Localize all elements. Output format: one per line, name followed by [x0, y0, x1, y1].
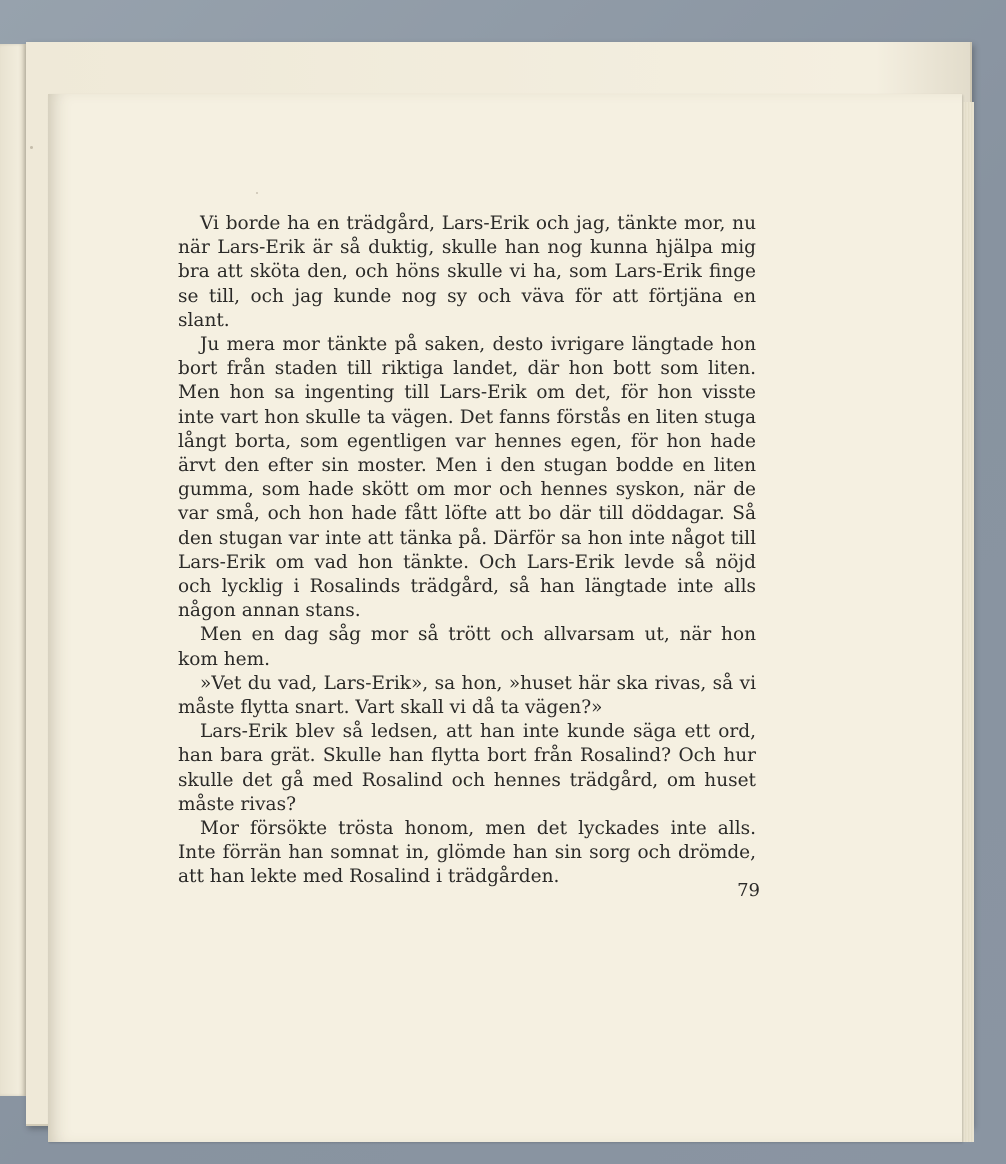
body-text	[178, 212, 756, 890]
facing-page-edge	[0, 44, 26, 1096]
paper-speck	[256, 192, 258, 194]
paragraph: Ju mera mor tänkte på saken, desto ivrigare längtade hon bort från staden till riktiga landet, där hon bott som liten. Men hon sa ingenting till Lars-Erik om det, för hon visste inte vart hon skulle ta vägen. Det fanns förstås en liten stuga långt borta, som egentligen var hennes egen, för hon hade ärvt den efter sin moster. Men i den stugan bodde en liten gumma, som hade skött om mor och hennes syskon, när de var små, och hon hade fått löfte att bo där till döddagar. Så den stugan var inte att tänka på. Därför sa hon inte något till Lars-Erik om vad hon tänkte. Och Lars-Erik levde så nöjd och lycklig i Rosalinds trädgård, så han längtade inte alls någon annan stans.	[178, 334, 756, 622]
page-number: 79	[737, 880, 760, 901]
paragraph: »Vet du vad, Lars-Erik», sa hon, »huset här ska rivas, så vi måste flytta snart. Vart skall vi då ta vägen?»	[178, 672, 756, 719]
paragraph: Men en dag såg mor så trött och allvarsam ut, när hon kom hem.	[178, 624, 756, 670]
page-fore-edge	[960, 102, 974, 1142]
paper-speck	[30, 146, 33, 149]
paragraph: Vi borde ha en trädgård, Lars-Erik och jag, tänkte mor, nu när Lars-Erik är så duktig, skulle han nog kunna hjälpa mig bra att sköta den, och höns skulle vi ha, som Lars-Erik finge se till, och jag kunde nog sy och väva för att förtjäna en slant.	[178, 213, 756, 331]
paragraph: Mor försökte trösta honom, men det lyckades inte alls. Inte förrän han somnat in, glömde han sin sorg och drömde, att han lekte med Rosalind i trädgården.	[178, 818, 756, 888]
paragraph: Lars-Erik blev så ledsen, att han inte kunde säga ett ord, han bara grät. Skulle han flytta bort från Rosalind? Och hur skulle det gå med Rosalind och hennes trädgård, om huset måste rivas?	[178, 721, 756, 815]
